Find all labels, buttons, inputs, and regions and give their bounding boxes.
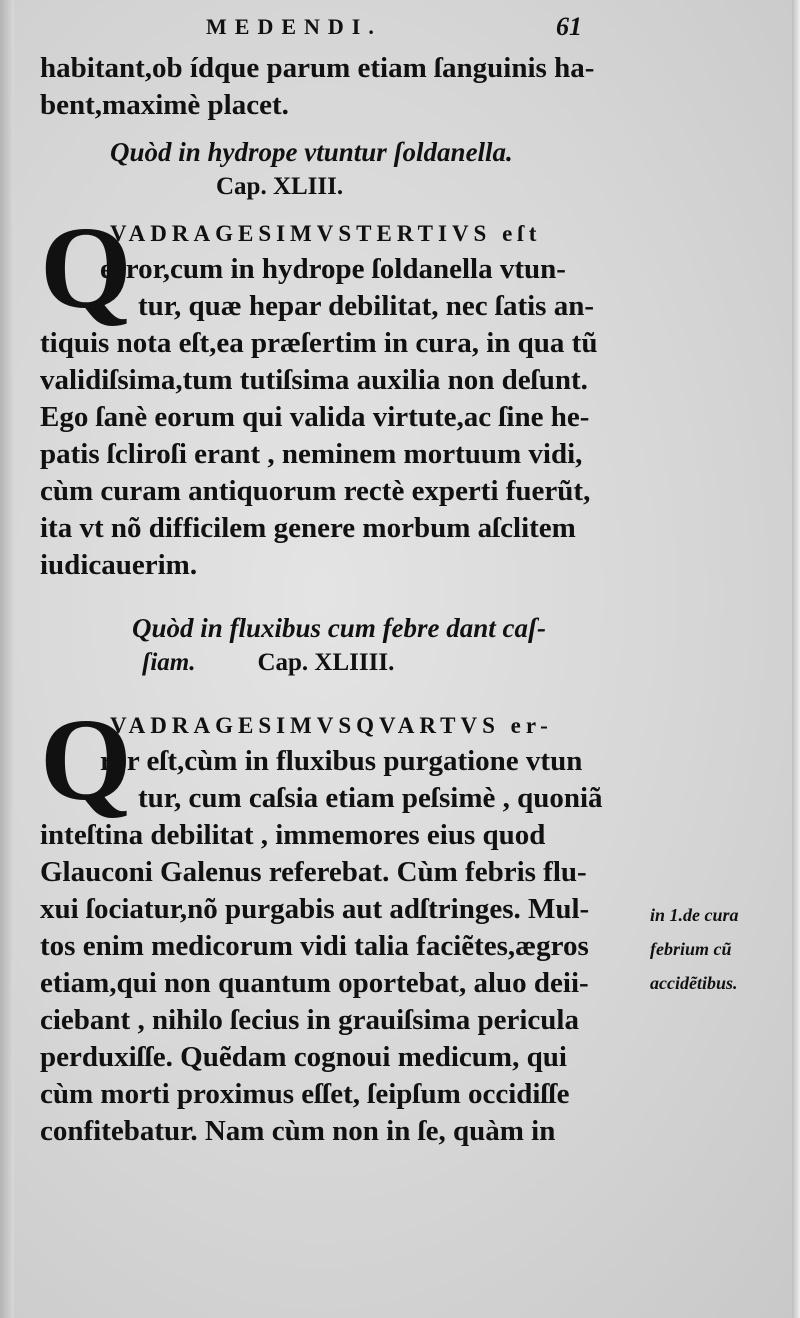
text-line: bent,maximè placet. [40,89,289,121]
text-line: inteſtina debilitat , immemores eius quod [40,819,546,851]
marginal-note-line: in 1.de cura [650,905,739,925]
text-line: validiſsima,tum tutiſsima auxilia non deſunt. [40,364,588,396]
text-line: tos enim medicorum vidi talia faciẽtes,ægros [40,930,589,962]
page-number: 61 [556,12,582,41]
chapter-number: Cap. XLIII. [216,173,344,200]
text-line: error,cum in hydrope ſoldanella vtun- [100,253,566,285]
drop-cap: Q [40,202,132,333]
text-line: tiquis nota eſt,ea præſertim in cura, in qua tũ [40,327,598,359]
text-line: etiam,qui non quantum oportebat, aluo deii- [40,967,589,999]
chapter-number: Cap. XLIIII. [257,649,395,676]
page-gutter-shadow [0,0,14,1318]
text-line: Glauconi Galenus referebat. Cùm febris flu- [40,856,587,888]
text-line: tur, quæ hepar debilitat, nec ſatis an- [138,290,594,322]
page-header [0,8,800,48]
text-line: xui ſociatur,nõ purgabis aut adſtringes. Mul- [40,893,590,925]
spacer [40,124,640,134]
text-line: ror eſt,cùm in fluxibus purgatione vtun [100,745,583,777]
text-line: confitebatur. Nam cùm non in ſe, quàm in [40,1115,556,1147]
text-line: habitant,ob ídque parum etiam ſanguinis ha- [40,52,595,84]
chapter-43-body [40,202,640,584]
text-line: ita vt nõ difficilem genere morbum aſclitem [40,512,576,544]
text-line: patis ſcliroſi erant , neminem mortuum vidi, [40,438,583,470]
running-head: MEDENDI. [206,14,382,39]
text-line: cùm morti proximus eſſet, ſeipſum occidiſſe [40,1078,570,1110]
chapter-title: Quòd in hydrope vtuntur ſoldanella. [110,137,513,167]
small-caps-opening: VADRAGESIMVSTERTIVS eſt [110,221,542,246]
small-caps-opening: VADRAGESIMVSQVARTVS er- [110,713,553,738]
text-line: perduxiſſe. Quẽdam cognoui medicum, qui [40,1041,567,1073]
page-edge [792,0,800,1318]
text-line: cùm curam antiquorum rectè experti fuerũt, [40,475,591,507]
text-line: Ego ſanè eorum qui valida virtute,ac ſine he- [40,401,590,433]
marginal-note [650,898,790,1000]
chapter-title-end: ſiam. [142,649,196,676]
drop-cap: Q [40,694,132,825]
spacer [40,584,640,610]
chapter-title-continuation [40,646,640,680]
text-line: tur, cum caſsia etiam peſsimè , quoniã [138,782,603,814]
text-line: iudicauerim. [40,549,198,581]
marginal-note-line: febrium cũ [650,939,732,959]
marginal-note-line: accidẽtibus. [650,973,738,993]
text-block [40,50,640,1150]
text-line: ciebant , nihilo ſecius in grauiſsima pericula [40,1004,579,1036]
chapter-44-body [40,694,640,1150]
chapter-title: Quòd in fluxibus cum febre dant caſ- [132,613,547,643]
